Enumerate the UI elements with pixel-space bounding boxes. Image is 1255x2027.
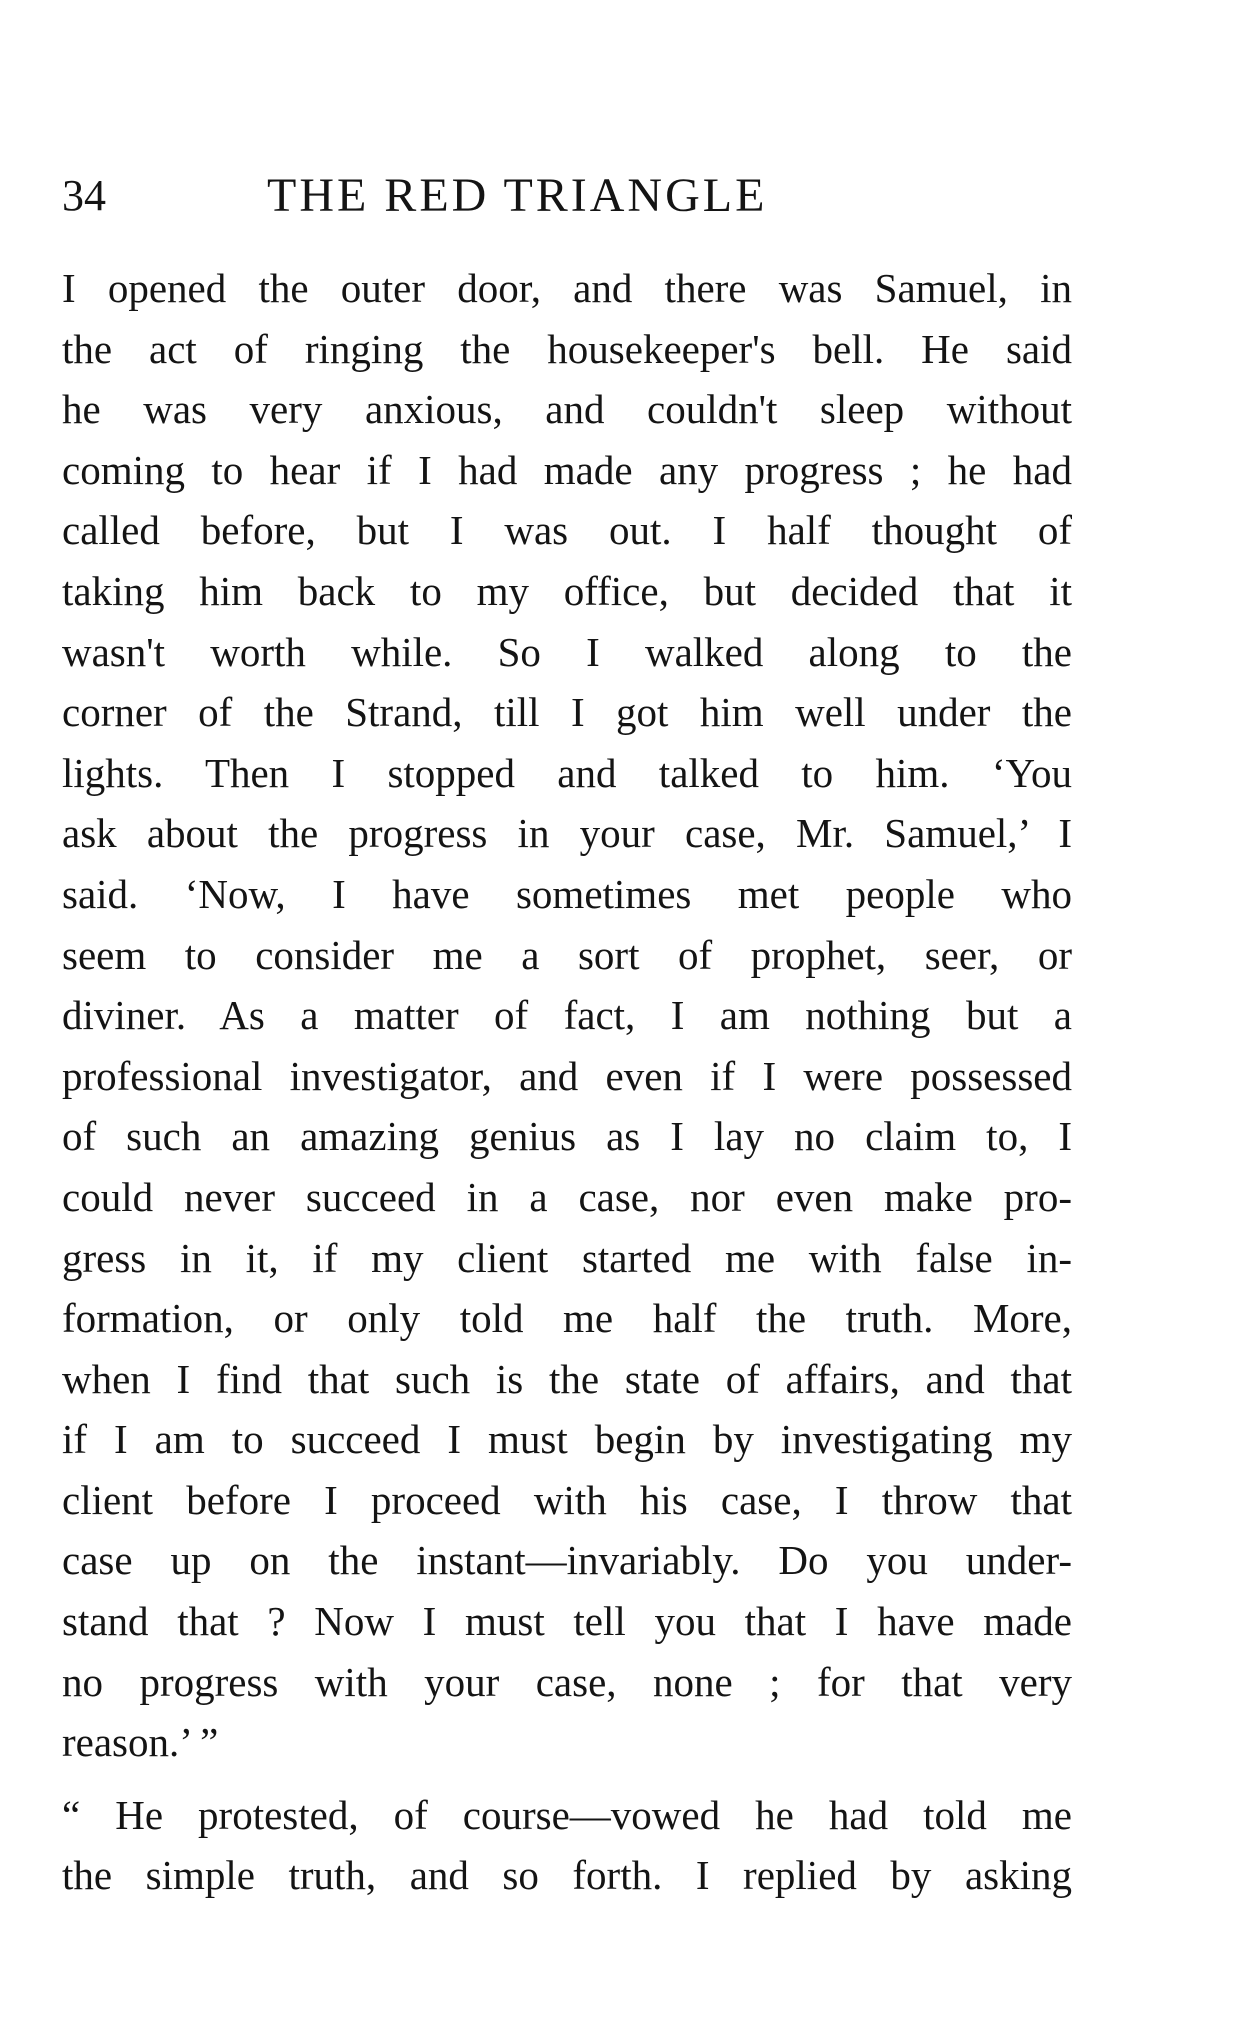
text-line: when I find that such is the state of affairs, and that: [62, 1355, 1072, 1402]
text-line: coming to hear if I had made any progress ; he had: [62, 446, 1072, 493]
body-text: [62, 258, 1072, 1906]
text-line: diviner. As a matter of fact, I am nothing but a: [62, 992, 1072, 1039]
text-line: the act of ringing the housekeeper's bell. He said: [62, 325, 1072, 372]
text-line: lights. Then I stopped and talked to him. ‘You: [62, 749, 1072, 796]
text-line: the simple truth, and so forth. I replied by asking: [62, 1852, 1072, 1899]
paragraph-gap: [62, 1773, 1072, 1785]
text-line: he was very anxious, and couldn't sleep without: [62, 386, 1072, 433]
text-line: reason.’ ”: [62, 1719, 219, 1766]
text-line: no progress with your case, none ; for that very: [62, 1658, 1072, 1705]
text-line: said. ‘Now, I have sometimes met people who: [62, 870, 1072, 917]
text-line: gress in it, if my client started me with false in-: [62, 1234, 1072, 1281]
text-line: seem to consider me a sort of prophet, seer, or: [62, 931, 1072, 978]
text-line: wasn't worth while. So I walked along to the: [62, 628, 1072, 675]
text-line: I opened the outer door, and there was Samuel, in: [62, 265, 1072, 311]
page-header: [62, 166, 1072, 226]
text-line: formation, or only told me half the truth. More,: [62, 1295, 1072, 1342]
text-line: ask about the progress in your case, Mr. Samuel,’ I: [62, 810, 1072, 857]
text-line: case up on the instant—invariably. Do you under-: [62, 1537, 1072, 1584]
running-title: THE RED TRIANGLE: [267, 169, 768, 222]
text-line: called before, but I was out. I half thought of: [62, 507, 1072, 554]
text-line: corner of the Strand, till I got him well under the: [62, 689, 1072, 736]
text-line: stand that ? Now I must tell you that I have made: [62, 1598, 1072, 1645]
text-line: professional investigator, and even if I were possessed: [62, 1052, 1072, 1099]
paragraph: [62, 258, 1072, 1773]
text-line: of such an amazing genius as I lay no claim to, I: [62, 1113, 1072, 1160]
text-line: could never succeed in a case, nor even make pro-: [62, 1173, 1072, 1220]
paragraph: [62, 1785, 1072, 1906]
text-line: if I am to succeed I must begin by investigating my: [62, 1416, 1072, 1463]
text-line: taking him back to my office, but decided that it: [62, 567, 1072, 614]
page-number: 34: [62, 171, 106, 220]
text-line: client before I proceed with his case, I throw that: [62, 1476, 1072, 1523]
text-line: “ He protested, of course—vowed he had told me: [62, 1791, 1072, 1838]
